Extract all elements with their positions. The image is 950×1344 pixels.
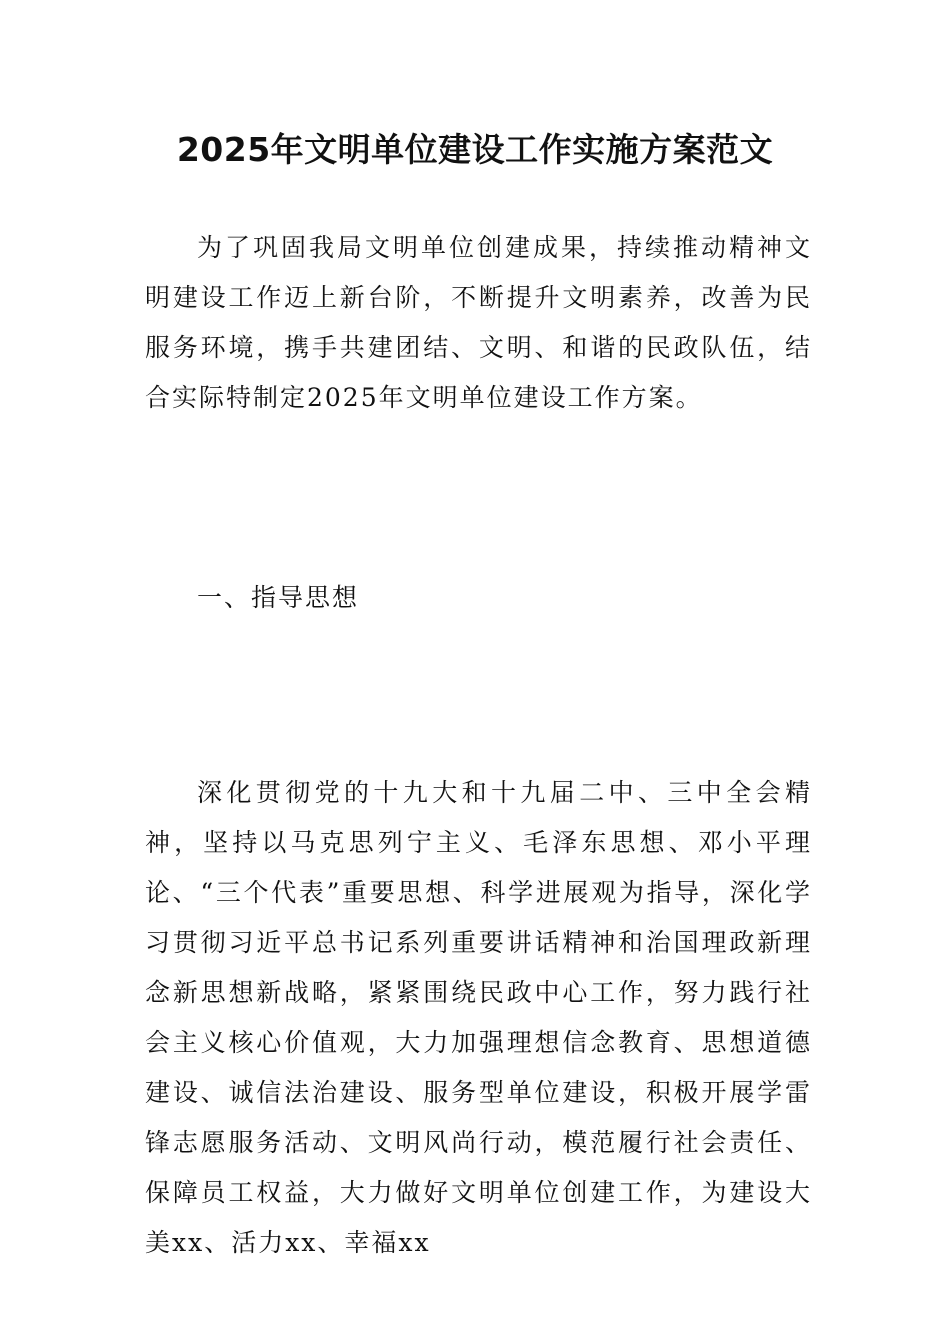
intro-paragraph: 为了巩固我局文明单位创建成果，持续推动精神文明建设工作迈上新台阶，不断提升文明素养，改善为民服务环境，携手共建团结、文明、和谐的民政队伍，结合实际特制定2025年文明单位建设工作方案。 bbox=[145, 233, 812, 412]
section-heading: 一、指导思想 bbox=[197, 583, 360, 612]
document-title: 2025年文明单位建设工作实施方案范文 bbox=[176, 130, 774, 169]
section-body-paragraph: 深化贯彻党的十九大和十九届二中、三中全会精神，坚持以马克思列宁主义、毛泽东思想、邓小平理论、“三个代表”重要思想、科学进展观为指导，深化学习贯彻习近平总书记系列重要讲话精神和治国理政新理念新思想新战略，紧紧围绕民政中心工作，努力践行社会主义核心价值观，大力加强理想信念教育、思想道德建设、诚信法治建设、服务型单位建设，积极开展学雷锋志愿服务活动、文明风尚行动，模范履行社会责任、保障员工权益，大力做好文明单位创建工作，为建设大美xx、活力xx、幸福xx bbox=[145, 778, 812, 1257]
